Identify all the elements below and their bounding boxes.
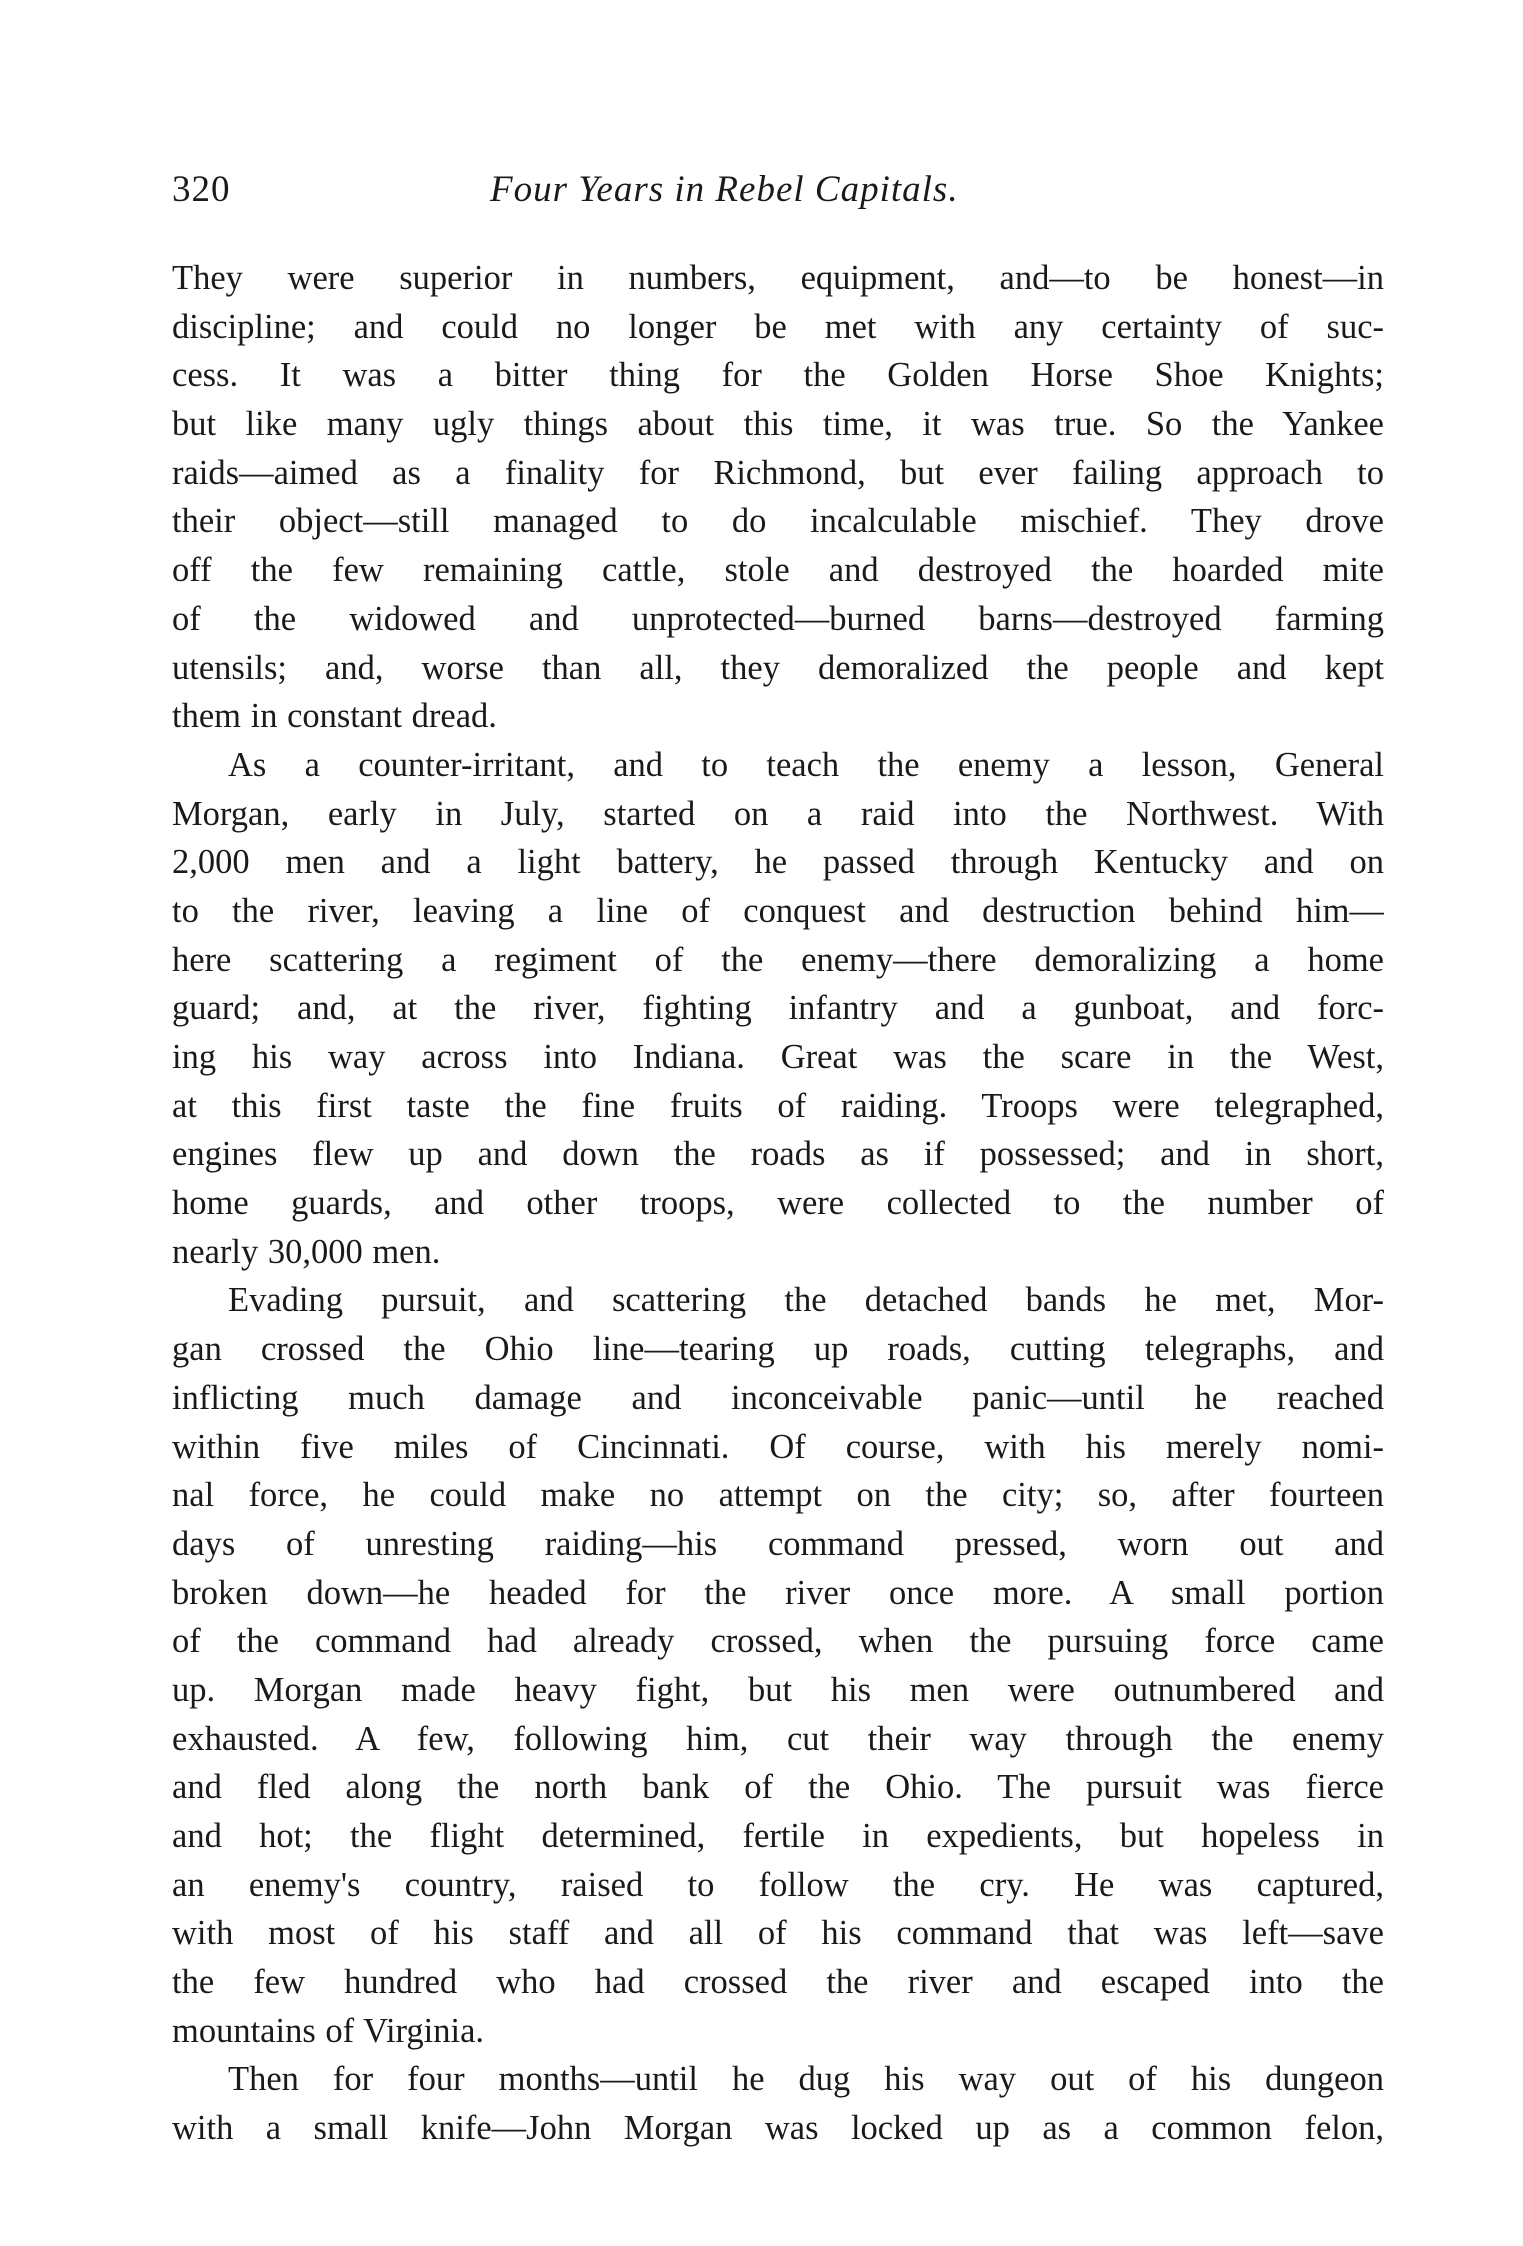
text-line: an enemy's country, raised to follow the cry. He was captured,	[172, 1865, 1384, 1904]
text-line: home guards, and other troops, were collected to the number of	[172, 1184, 1384, 1223]
text-line: They were superior in numbers, equipment, and—to be honest—in	[172, 259, 1384, 297]
text-line: raids—aimed as a finality for Richmond, but ever failing approach to	[172, 453, 1384, 492]
text-line: of the command had already crossed, when the pursuing force came	[172, 1622, 1384, 1661]
text-line: mountains of Virginia.	[172, 2011, 485, 2050]
text-line: off the few remaining cattle, stole and destroyed the hoarded mite	[172, 551, 1384, 590]
text-line: the few hundred who had crossed the river and escaped into the	[172, 1963, 1384, 2002]
page-number: 320	[172, 169, 231, 210]
text-line: exhausted. A few, following him, cut their way through the enemy	[172, 1719, 1384, 1758]
text-line: inflicting much damage and inconceivable panic—until he reached	[172, 1378, 1384, 1417]
text-line: here scattering a regiment of the enemy—there demoralizing a home	[172, 940, 1384, 979]
text-line: days of unresting raiding—his command pressed, worn out and	[172, 1524, 1384, 1563]
paragraph-3	[172, 1276, 1384, 2055]
text-line: of the widowed and unprotected—burned barns—destroyed farming	[172, 599, 1384, 638]
text-line: their object—still managed to do incalculable mischief. They drove	[172, 502, 1384, 541]
paragraph-1	[172, 254, 1384, 741]
text-line: Evading pursuit, and scattering the detached bands he met, Mor-	[228, 1281, 1384, 1320]
text-line: within five miles of Cincinnati. Of course, with his merely nomi-	[172, 1427, 1384, 1466]
text-line: with a small knife—John Morgan was locked up as a common felon,	[172, 2109, 1384, 2148]
paragraph-2	[172, 741, 1384, 1277]
body-text	[172, 254, 1384, 2153]
text-line: discipline; and could no longer be met with any certainty of suc-	[172, 307, 1384, 346]
text-line: to the river, leaving a line of conquest and destruction behind him—	[172, 891, 1384, 930]
text-line: Then for four months—until he dug his way out of his dungeon	[228, 2060, 1384, 2099]
text-line: ing his way across into Indiana. Great was the scare in the West,	[172, 1038, 1384, 1076]
text-line: them in constant dread.	[172, 697, 497, 736]
text-line: guard; and, at the river, fighting infantry and a gunboat, and forc-	[172, 989, 1384, 1028]
text-line: nearly 30,000 men.	[172, 1232, 441, 1271]
text-line: but like many ugly things about this time, it was true. So the Yankee	[172, 405, 1384, 444]
running-head	[172, 168, 1372, 228]
text-line: engines flew up and down the roads as if possessed; and in short,	[172, 1135, 1384, 1174]
text-line: 2,000 men and a light battery, he passed through Kentucky and on	[172, 843, 1384, 882]
text-line: broken down—he headed for the river once more. A small portion	[172, 1573, 1384, 1612]
text-line: gan crossed the Ohio line—tearing up roads, cutting telegraphs, and	[172, 1330, 1384, 1369]
text-line: utensils; and, worse than all, they demoralized the people and kept	[172, 648, 1384, 687]
text-line: and fled along the north bank of the Ohio. The pursuit was fierce	[172, 1768, 1384, 1807]
text-line: and hot; the flight determined, fertile in expedients, but hopeless in	[172, 1817, 1384, 1855]
text-line: nal force, he could make no attempt on the city; so, after fourteen	[172, 1476, 1384, 1515]
text-line: As a counter-irritant, and to teach the enemy a lesson, General	[228, 745, 1384, 784]
text-line: up. Morgan made heavy fight, but his men were outnumbered and	[172, 1670, 1384, 1709]
text-line: cess. It was a bitter thing for the Golden Horse Shoe Knights;	[172, 356, 1384, 395]
text-line: with most of his staff and all of his command that was left—save	[172, 1914, 1384, 1953]
text-line: at this first taste the fine fruits of raiding. Troops were telegraphed,	[172, 1086, 1384, 1125]
paragraph-4	[172, 2055, 1384, 2152]
running-title: Four Years in Rebel Capitals.	[490, 169, 959, 210]
text-line: Morgan, early in July, started on a raid into the Northwest. With	[172, 794, 1384, 833]
